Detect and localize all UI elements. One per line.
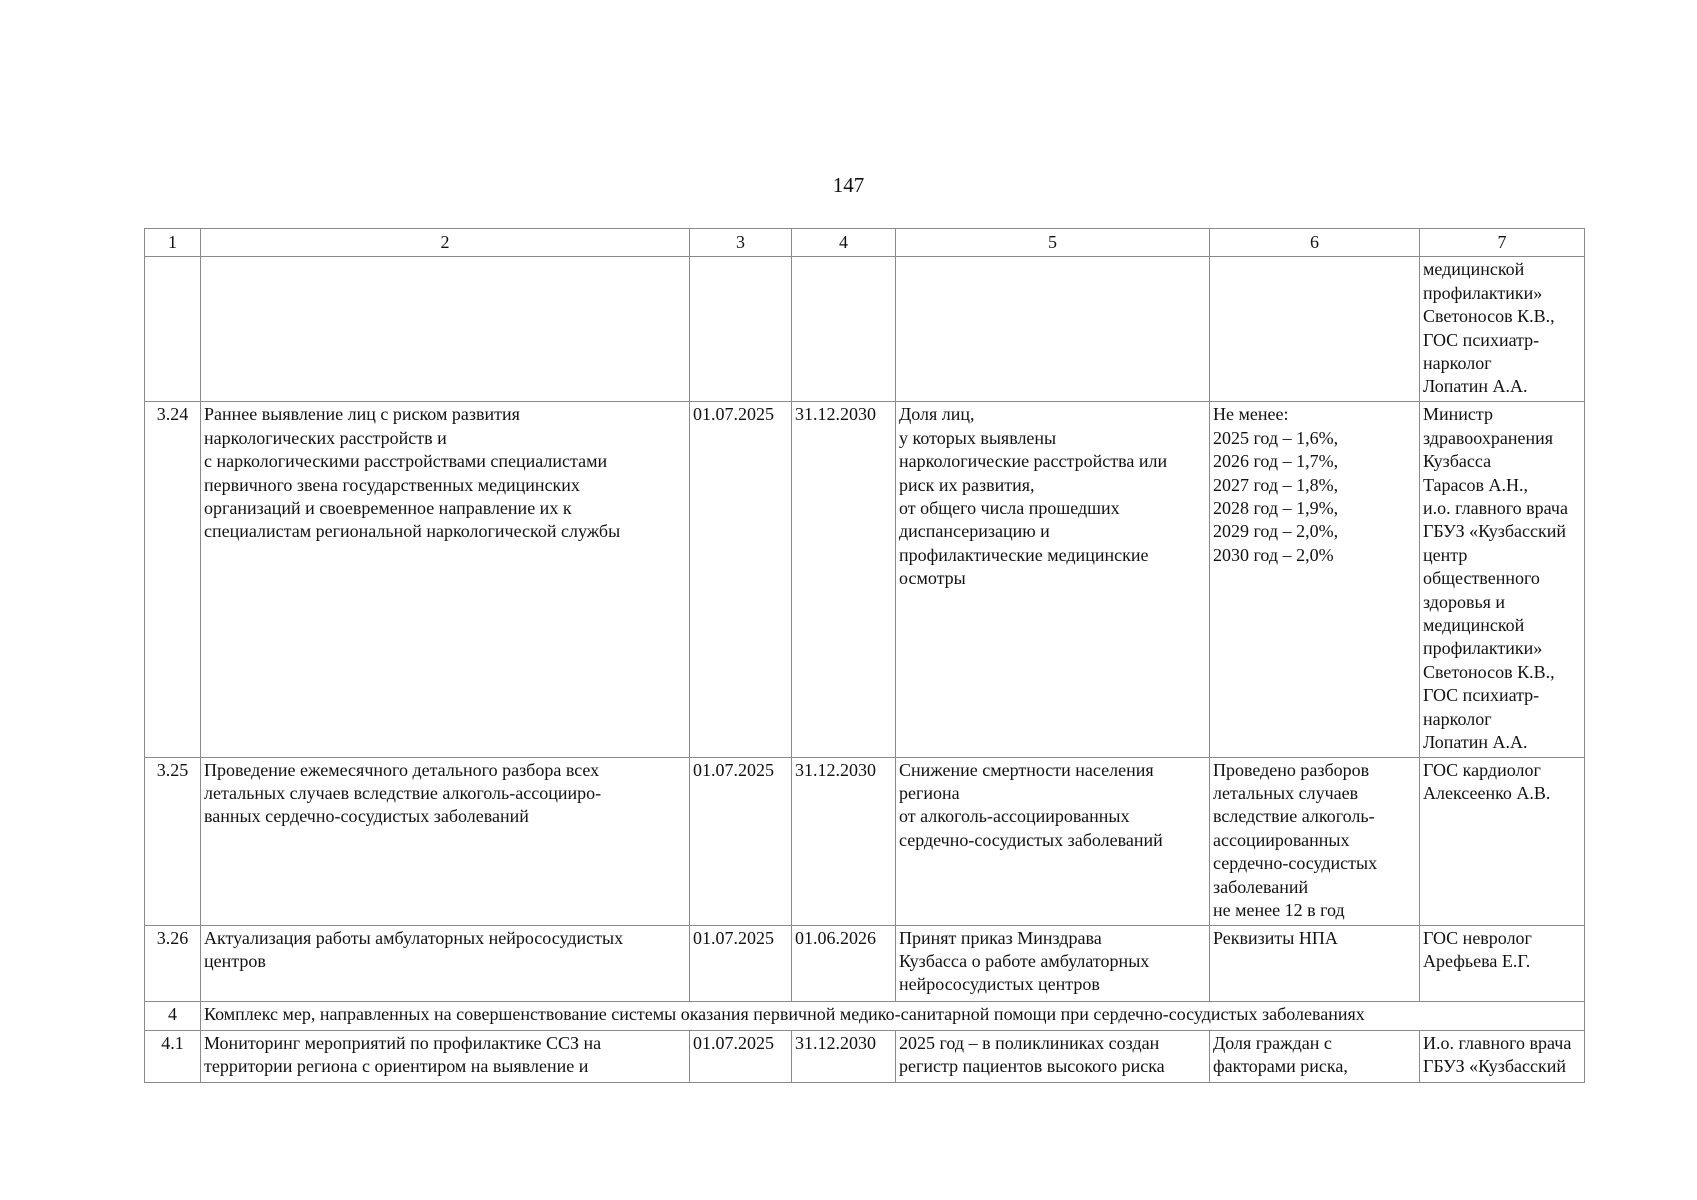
cell-event [201,1030,690,1082]
cell-start-date [690,257,792,402]
text-line: Кузбасса [1423,451,1492,472]
text-line: центров [204,950,266,971]
cell-start-date: 01.07.2025 [690,1030,792,1082]
cell-number: 4 [145,1001,201,1030]
cell-number: 3.26 [145,925,201,1001]
text-line: факторами риска, [1213,1055,1348,1076]
text-line: 2027 год – 1,8%, [1213,474,1339,495]
text-line: ГОС невролог [1423,927,1532,948]
column-number-row [145,229,1585,257]
cell-result [896,257,1210,402]
cell-number: 3.25 [145,757,201,925]
cell-end-date: 31.12.2030 [792,1030,896,1082]
cell-number: 3.24 [145,402,201,757]
text-line: центр [1423,544,1468,565]
text-line: Лопатин А.А. [1423,732,1528,753]
cell-start-date: 01.07.2025 [690,925,792,1001]
text-line: 2025 год – 1,6%, [1213,427,1339,448]
text-line: наркологических расстройств и [204,427,447,448]
text-line: нарколог [1423,353,1492,374]
text-line: нейрососудистых центров [899,974,1100,995]
cell-result [896,402,1210,757]
text-line: Проведение ежемесячного детального разбора всех [204,759,600,780]
text-line: ГОС психиатр- [1423,685,1540,706]
table-row-3-25 [145,757,1585,925]
text-line: диспансеризацию и [899,521,1050,542]
text-line: летальных случаев вследствие алкоголь-ассоцииро- [204,782,602,803]
cell-responsible [1420,1030,1585,1082]
cell-indicator [1210,757,1420,925]
table-row-3-24 [145,402,1585,757]
text-line: первичного звена государственных медицинских [204,474,580,495]
column-header: 1 [145,229,201,257]
text-line: осмотры [899,568,966,589]
text-line: Раннее выявление лиц с риском развития [204,404,520,425]
column-header: 7 [1420,229,1585,257]
text-line: от алкоголь-ассоциированных [899,806,1130,827]
text-line: Доля граждан с [1213,1032,1332,1053]
text-line: у которых выявлены [899,427,1057,448]
cell-result [896,925,1210,1001]
text-line: ГОС кардиолог [1423,759,1541,780]
column-header: 3 [690,229,792,257]
cell-end-date: 31.12.2030 [792,757,896,925]
cell-start-date: 01.07.2025 [690,402,792,757]
text-line: Принят приказ Минздрава [899,927,1102,948]
text-line: с наркологическими расстройствами специалистами [204,451,608,472]
table-row-4-1 [145,1030,1585,1082]
text-line: Проведено разборов [1213,759,1370,780]
text-line: 2025 год – в поликлиниках создан [899,1032,1160,1053]
text-line: Не менее: [1213,404,1289,425]
text-line: Кузбасса о работе амбулаторных [899,950,1150,971]
cell-responsible [1420,257,1585,402]
table-row-3-26 [145,925,1585,1001]
cell-end-date: 01.06.2026 [792,925,896,1001]
text-line: здравоохранения [1423,427,1554,448]
text-line: риск их развития, [899,474,1035,495]
cell-event [201,402,690,757]
column-header: 6 [1210,229,1420,257]
text-line: 2026 год – 1,7%, [1213,451,1339,472]
column-header: 2 [201,229,690,257]
text-line: вследствие алкоголь- [1213,806,1375,827]
action-plan-table [144,228,1585,1083]
cell-responsible [1420,402,1585,757]
page-number: 147 [832,173,865,197]
text-line: организаций и своевременное направление их к [204,498,572,519]
text-line: Алексеенко А.В. [1423,782,1551,803]
cell-indicator [1210,925,1420,1001]
text-line: Тарасов А.Н., [1423,474,1529,495]
text-line: 2030 год – 2,0% [1213,544,1334,565]
text-line: не менее 12 в год [1213,899,1345,920]
text-line: Арефьева Е.Г. [1423,950,1531,971]
text-line: Лопатин А.А. [1423,376,1528,397]
text-line: Снижение смертности населения [899,759,1154,780]
text-line: общественного [1423,568,1540,589]
column-header: 5 [896,229,1210,257]
text-line: здоровья и [1423,591,1506,612]
cell-number [145,257,201,402]
cell-result [896,757,1210,925]
text-line: профилактики» [1423,638,1543,659]
cell-start-date: 01.07.2025 [690,757,792,925]
text-line: И.о. главного врача [1423,1032,1572,1053]
text-line: ГБУЗ «Кузбасский [1423,1055,1567,1076]
cell-number: 4.1 [145,1030,201,1082]
table-row-continued [145,257,1585,402]
cell-result [896,1030,1210,1082]
text-line: нарколог [1423,708,1492,729]
cell-event [201,925,690,1001]
cell-responsible [1420,757,1585,925]
text-line: региона [899,782,960,803]
text-line: и.о. главного врача [1423,498,1568,519]
cell-end-date [792,257,896,402]
text-line: Светоносов К.В., [1423,306,1555,327]
text-line: 2028 год – 1,9%, [1213,498,1339,519]
text-line: от общего числа прошедших [899,498,1120,519]
cell-event [201,757,690,925]
cell-end-date: 31.12.2030 [792,402,896,757]
section-title: Комплекс мер, направленных на совершенствование системы оказания первичной медико-санитарной помощи при сердечно-сосудистых заболеваниях [201,1001,1585,1030]
text-line: Мониторинг мероприятий по профилактике ССЗ на [204,1032,602,1053]
text-line: территории региона с ориентиром на выявление и [204,1055,589,1076]
text-line: ГОС психиатр- [1423,329,1540,350]
column-header: 4 [792,229,896,257]
text-line: наркологические расстройства или [899,451,1168,472]
text-line: ассоциированных [1213,829,1350,850]
cell-indicator [1210,402,1420,757]
text-line: регистр пациентов высокого риска [899,1055,1165,1076]
text-line: медицинской [1423,259,1525,280]
cell-responsible [1420,925,1585,1001]
text-line: медицинской [1423,615,1525,636]
text-line: ванных сердечно-сосудистых заболеваний [204,806,529,827]
text-line: профилактики» [1423,282,1543,303]
cell-event [201,257,690,402]
text-line: заболеваний [1213,876,1309,897]
text-line: Светоносов К.В., [1423,661,1555,682]
text-line: профилактические медицинские [899,544,1149,565]
cell-indicator [1210,257,1420,402]
text-line: сердечно-сосудистых [1213,853,1378,874]
text-line: Министр [1423,404,1493,425]
text-line: специалистам региональной наркологической службы [204,521,621,542]
text-line: летальных случаев [1213,782,1359,803]
text-line: Доля лиц, [899,404,975,425]
cell-indicator [1210,1030,1420,1082]
text-line: ГБУЗ «Кузбасский [1423,521,1567,542]
table-row-section-4 [145,1001,1585,1030]
text-line: 2029 год – 2,0%, [1213,521,1339,542]
text-line: сердечно-сосудистых заболеваний [899,829,1163,850]
text-line: Реквизиты НПА [1213,927,1338,948]
text-line: Актуализация работы амбулаторных нейрососудистых [204,927,624,948]
